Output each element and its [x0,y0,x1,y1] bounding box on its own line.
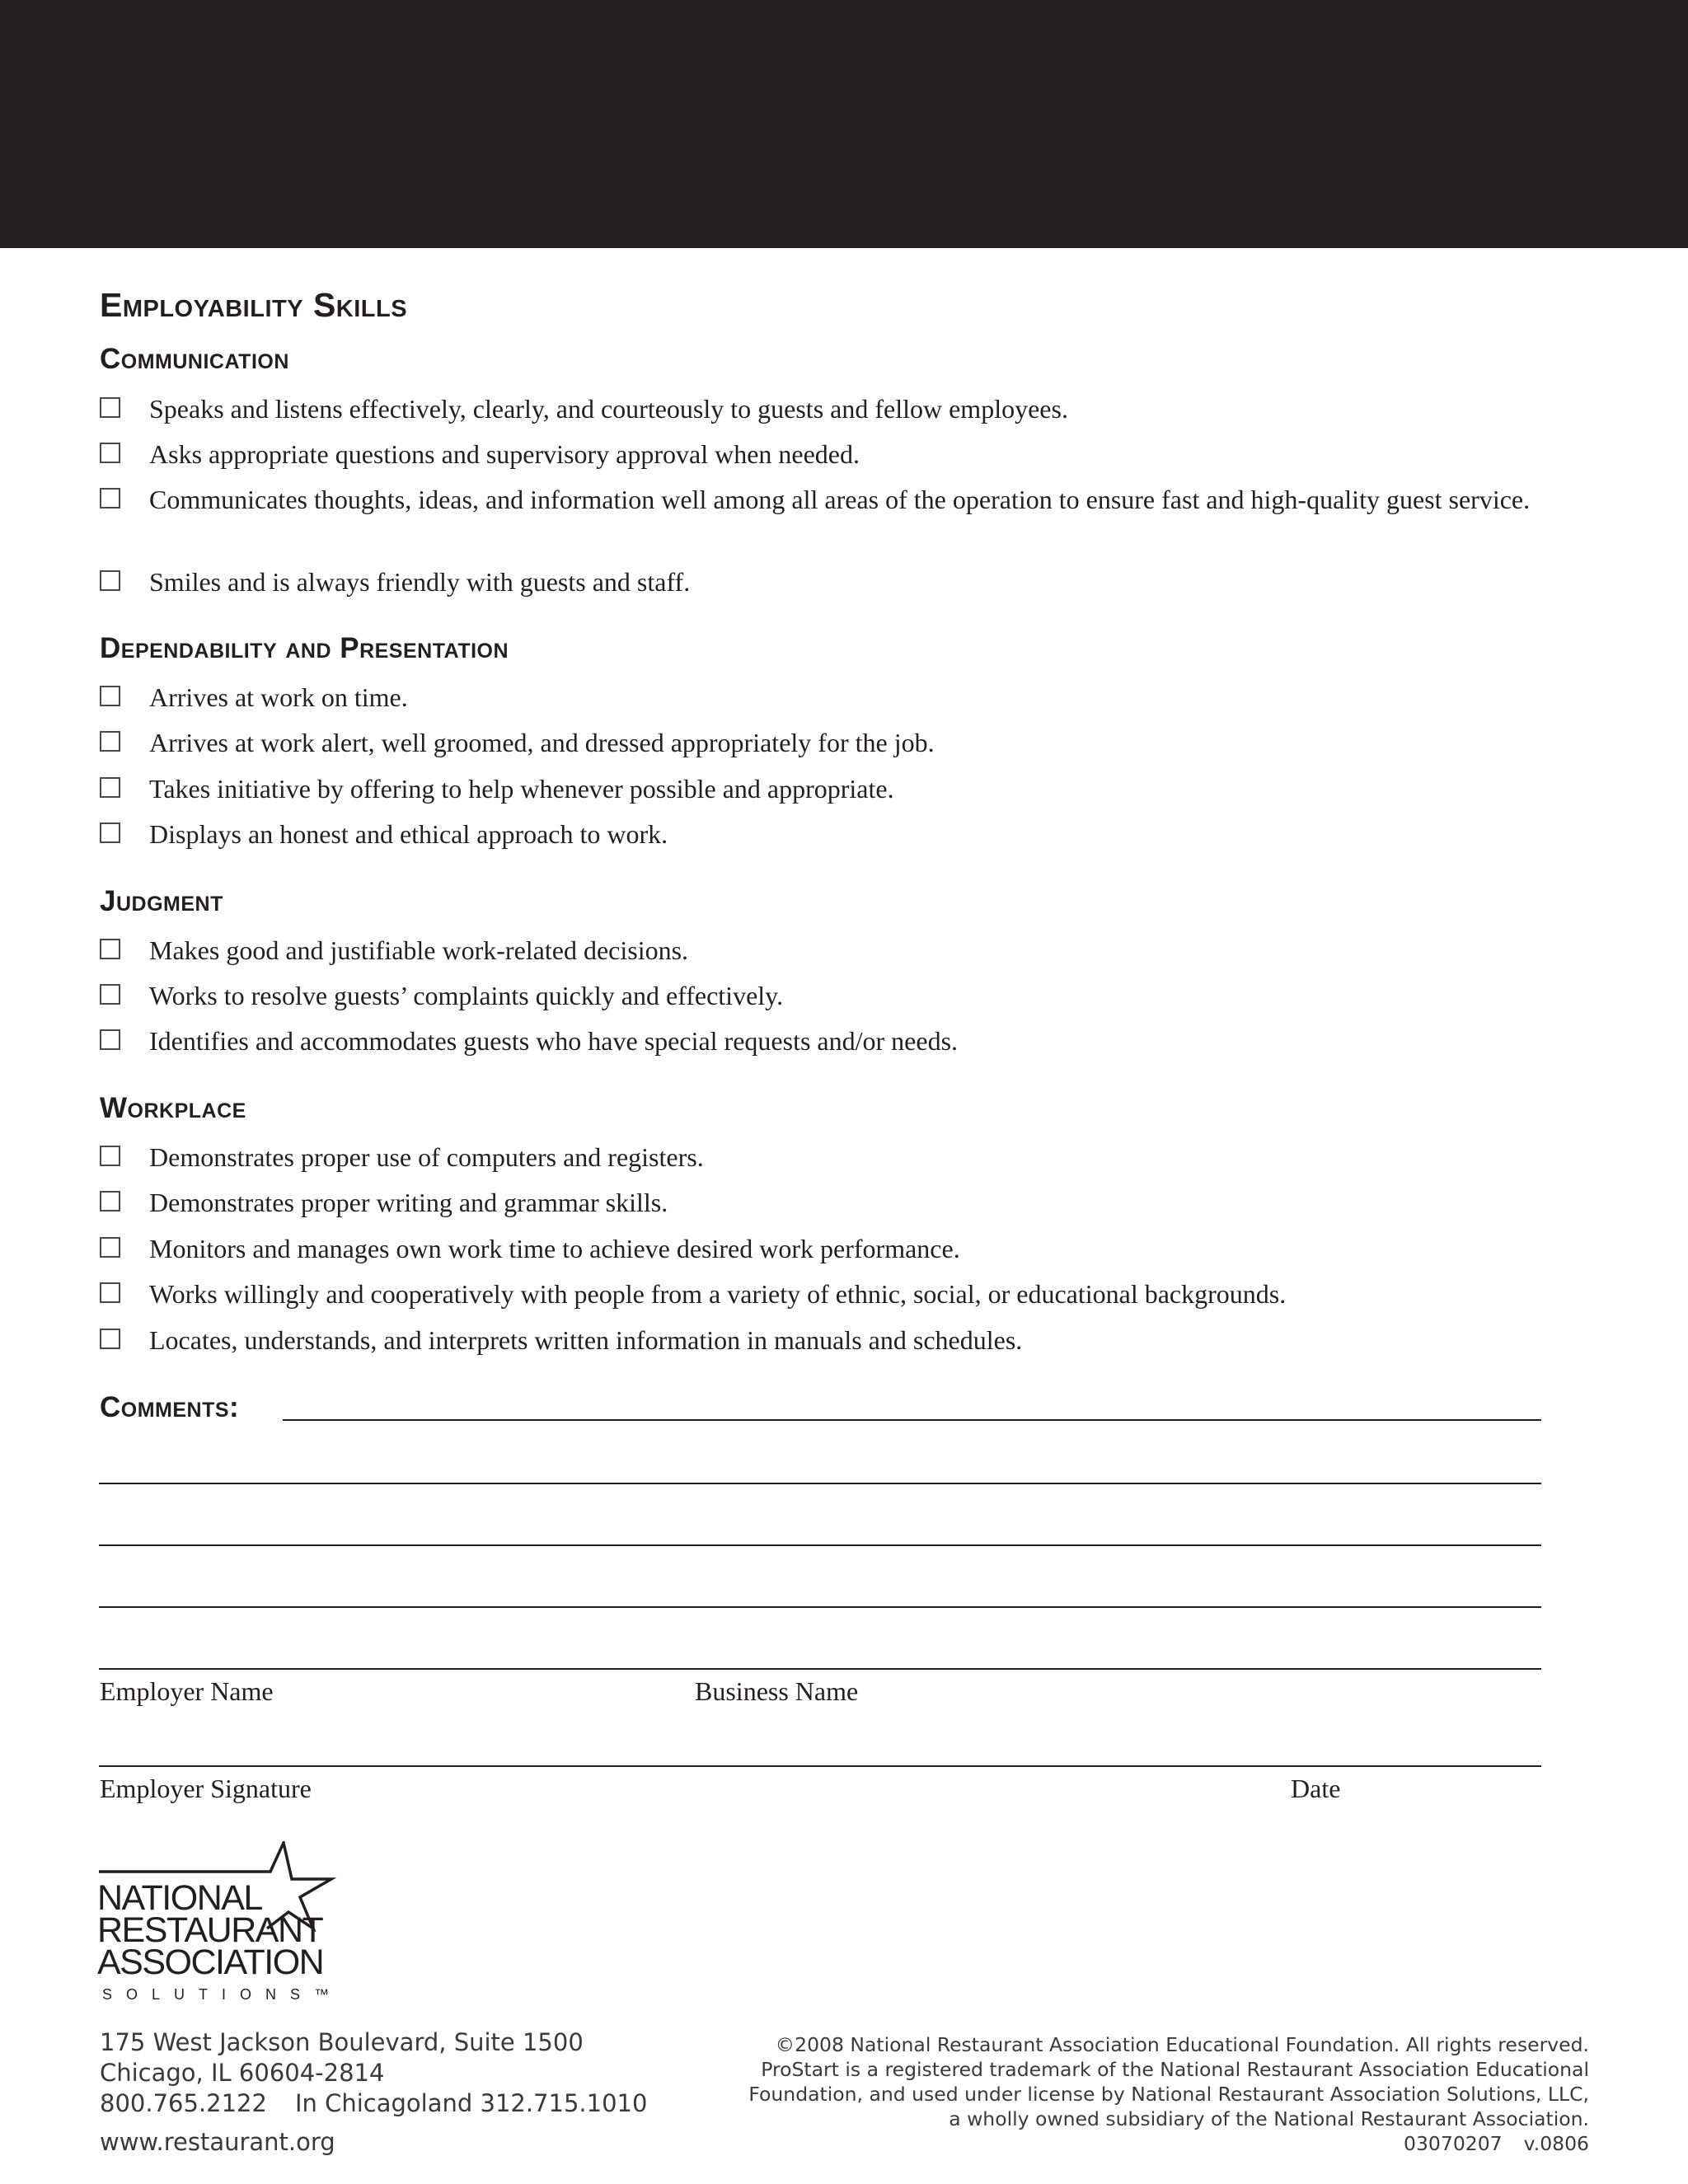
comments-line[interactable] [283,1419,1541,1421]
checklist-item-label: Speaks and listens effectively, clearly, and courteously to guests and fellow employees. [149,394,1068,424]
checkbox[interactable] [100,570,120,591]
address-street: 175 West Jackson Boulevard, Suite 1500 [100,2028,584,2056]
checkbox[interactable] [100,1146,120,1166]
checklist-item-label: Communicates thoughts, ideas, and information well among all areas of the operation to ensure fast and high-quality guest service. [149,485,1531,514]
checklist-item-label: Smiles and is always friendly with guests and staff. [149,567,691,597]
checklist-item-label: Displays an honest and ethical approach to work. [149,819,668,849]
address-city: Chicago, IL 60604-2814 [100,2059,385,2087]
checklist-item-label: Demonstrates proper writing and grammar skills. [149,1188,668,1217]
checkbox[interactable] [100,1329,120,1349]
checkbox[interactable] [100,939,120,959]
checklist-item-label: Asks appropriate questions and supervisory approval when needed. [149,439,860,469]
header-band [0,0,1688,248]
website-link[interactable]: www.restaurant.org [100,2128,335,2156]
checklist-item-label: Monitors and manages own work time to achieve desired work performance. [149,1234,960,1263]
section-heading-workplace: Workplace [100,1092,246,1124]
checkbox[interactable] [100,984,120,1005]
comments-line[interactable] [99,1606,1541,1608]
address-phones [100,2089,648,2117]
legal-line: ©2008 National Restaurant Association Educational Foundation. All rights reserved. [775,2033,1589,2056]
logo-line-association: ASSOCIATION [97,1943,324,1982]
comments-line[interactable] [99,1483,1541,1484]
checkbox[interactable] [100,823,120,843]
checklist-item-label: Makes good and justifiable work-related decisions. [149,935,689,965]
employer-name-label: Employer Name [100,1676,274,1706]
phone: 800.765.2122 [100,2089,267,2117]
document-code [682,2131,1589,2156]
checklist-item-label: Arrives at work on time. [149,682,408,712]
page-title: Employability Skills [100,286,408,324]
checklist-item-label: Works to resolve guests’ complaints quickly and effectively. [149,981,784,1010]
legal-line: a wholly owned subsidiary of the National Restaurant Association. [949,2107,1589,2130]
checkbox[interactable] [100,1191,120,1212]
checklist-item-label: Demonstrates proper use of computers and registers. [149,1142,704,1172]
section-heading-communication: Communication [100,343,289,375]
section-heading-judgment: Judgment [100,885,223,917]
checkbox[interactable] [100,397,120,418]
checkbox[interactable] [100,488,120,509]
checkbox[interactable] [100,443,120,463]
checkbox[interactable] [100,1029,120,1050]
legal-line: Foundation, and used under license by National Restaurant Association Solutions, LLC, [748,2083,1589,2106]
checklist-item-label: Locates, understands, and interprets written information in manuals and schedules. [149,1325,1023,1355]
employer-business-line[interactable] [99,1668,1541,1670]
form-version: v.0806 [1523,2132,1589,2155]
business-name-label: Business Name [695,1676,859,1706]
checkbox[interactable] [100,1237,120,1258]
date-label: Date [1291,1774,1341,1803]
checklist-item-label: Arrives at work alert, well groomed, and dressed appropriately for the job. [149,728,935,757]
logo-solutions: SOLUTIONS™ [102,1986,344,2003]
signature-date-line[interactable] [99,1765,1541,1767]
phone-local: In Chicagoland 312.715.1010 [294,2089,648,2117]
checkbox[interactable] [100,686,120,706]
checkbox[interactable] [100,1282,120,1303]
checklist-item-label: Works willingly and cooperatively with people from a variety of ethnic, social, or educational backgrounds. [149,1279,1287,1309]
legal-notice [682,2032,1589,2156]
form-code: 03070207 [1404,2132,1503,2155]
checklist-item-label: Takes initiative by offering to help whenever possible and appropriate. [149,774,894,804]
section-heading-dependability: Dependability and Presentation [100,632,509,664]
nra-logo [97,1841,345,2006]
checkbox[interactable] [100,777,120,798]
checkbox[interactable] [100,731,120,752]
checklist-item-label: Identifies and accommodates guests who have special requests and/or needs. [149,1026,959,1056]
legal-line: ProStart is a registered trademark of the National Restaurant Association Educational [761,2058,1589,2081]
comments-line[interactable] [99,1544,1541,1546]
comments-label: Comments: [100,1391,240,1423]
logo-line-restaurant: RESTAURANT [97,1910,323,1950]
employer-signature-label: Employer Signature [100,1774,312,1803]
logo-line-national: NATIONAL [97,1878,262,1918]
